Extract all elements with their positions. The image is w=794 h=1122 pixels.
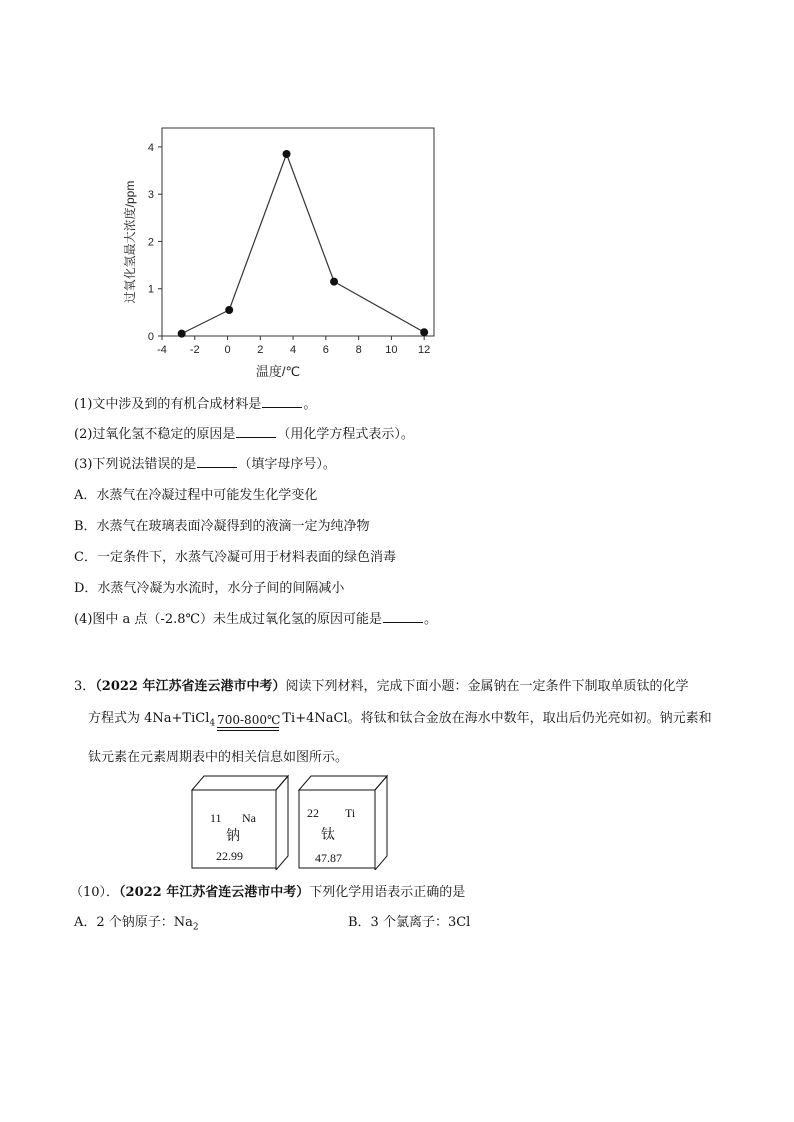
element-na-number: 11 <box>210 811 222 825</box>
q10-option-a-subscript: 2 <box>192 922 199 933</box>
x-tick-label: 12 <box>418 344 431 356</box>
equation-products: Ti+4NaCl <box>282 711 348 726</box>
x-tick-label: 2 <box>257 344 264 356</box>
q3-intro <box>74 675 734 694</box>
q2-option-d: D．水蒸气冷凝为水流时，水分子间的间隔减小 <box>74 581 345 596</box>
element-cube-ti <box>297 774 389 870</box>
q3-last-line: 钛元素在元素周期表中的相关信息如图所示。 <box>88 750 349 765</box>
q3-equation-line <box>88 707 748 731</box>
x-tick-label: -2 <box>189 344 200 356</box>
reaction-condition <box>217 714 280 731</box>
q3-intro-text: 阅读下列材料，完成下面小题：金属钠在一定条件下制取单质钛的化学 <box>285 679 689 694</box>
y-tick-label: 2 <box>147 236 154 249</box>
q2-part4 <box>74 611 437 629</box>
reaction-condition-label: 700-800℃ <box>217 713 281 727</box>
q2-part1-end: 。 <box>303 397 317 412</box>
q10-option-a <box>74 914 199 937</box>
series-line <box>182 154 425 334</box>
q3-number: 3． <box>74 679 96 694</box>
y-axis-label: 过氧化氢最大浓度/ppm <box>123 180 137 304</box>
x-tick-label: 6 <box>322 344 329 356</box>
x-axis-label: 温度/℃ <box>255 364 301 379</box>
equation-subscript: 4 <box>209 718 216 729</box>
data-point <box>330 278 338 286</box>
q2-part3-text: (3)下列说法错误的是 <box>74 457 197 472</box>
q2-part3 <box>74 456 336 474</box>
element-cube-na <box>190 774 290 870</box>
chart-root <box>122 128 434 379</box>
q10-source: （2022 年江苏省连云港市中考） <box>119 885 310 900</box>
q10-option-a-text: A．2 个钠原子：Na <box>74 915 193 930</box>
plot-frame <box>162 128 434 336</box>
equals-sign <box>217 727 279 731</box>
element-na-mass: 22.99 <box>216 849 243 863</box>
data-point <box>225 306 233 314</box>
q10-text: 下列化学用语表示正确的是 <box>309 885 466 900</box>
x-tick-label: 10 <box>385 344 398 356</box>
data-point <box>283 150 291 158</box>
element-ti-number: 22 <box>307 806 319 820</box>
q10-option-b: B．3 个氯离子：3Cl <box>348 915 471 930</box>
q2-option-a: A．水蒸气在冷凝过程中可能发生化学变化 <box>74 488 318 503</box>
element-ti-name: 钛 <box>321 828 335 843</box>
q10-stem <box>70 884 465 902</box>
y-tick-label: 1 <box>147 283 154 296</box>
equation-reactants: 方程式为 4Na+TiCl <box>88 711 210 726</box>
x-tick-label: -4 <box>157 344 167 356</box>
element-na-name: 钠 <box>226 829 240 844</box>
answer-blank-3 <box>197 457 237 468</box>
q2-part4-end: 。 <box>424 612 438 627</box>
x-tick-label: 0 <box>224 344 231 356</box>
x-tick-label: 8 <box>355 344 362 356</box>
answer-blank-2 <box>236 427 276 438</box>
answer-blank-4 <box>383 612 423 623</box>
q2-part2-end: （用化学方程式表示）。 <box>277 427 414 442</box>
line-chart <box>118 124 448 379</box>
element-na-symbol: Na <box>242 811 256 825</box>
q2-option-c: C．一定条件下，水蒸气冷凝可用于材料表面的绿色消毒 <box>74 550 396 565</box>
q2-part2 <box>74 426 414 444</box>
q2-option-b: B．水蒸气在玻璃表面冷凝得到的液滴一定为纯净物 <box>74 519 370 534</box>
element-ti-symbol: Ti <box>345 806 356 820</box>
y-tick-label: 0 <box>147 331 154 343</box>
y-tick-label: 4 <box>147 141 154 154</box>
q3-source: （2022 年江苏省连云港市中考） <box>95 679 286 694</box>
q2-part2-text: (2)过氧化氢不稳定的原因是 <box>74 427 236 442</box>
x-tick-label: 4 <box>290 344 297 356</box>
q10-number: （10）． <box>70 885 120 900</box>
q2-part4-text: (4)图中 a 点（-2.8℃）未生成过氧化氢的原因可能是 <box>74 612 383 627</box>
element-ti-mass: 47.87 <box>315 851 342 865</box>
q2-part3-end: （填字母序号）。 <box>238 457 336 472</box>
answer-blank-1 <box>262 397 302 408</box>
q3-equation-text: 。将钛和钛合金放在海水中数年，取出后仍光亮如初。钠元素和 <box>347 711 712 726</box>
y-tick-label: 3 <box>147 189 154 202</box>
data-point <box>178 330 186 338</box>
q2-part1 <box>74 396 316 414</box>
q2-part1-text: (1)文中涉及到的有机合成材料是 <box>74 397 262 412</box>
data-point <box>420 328 428 336</box>
